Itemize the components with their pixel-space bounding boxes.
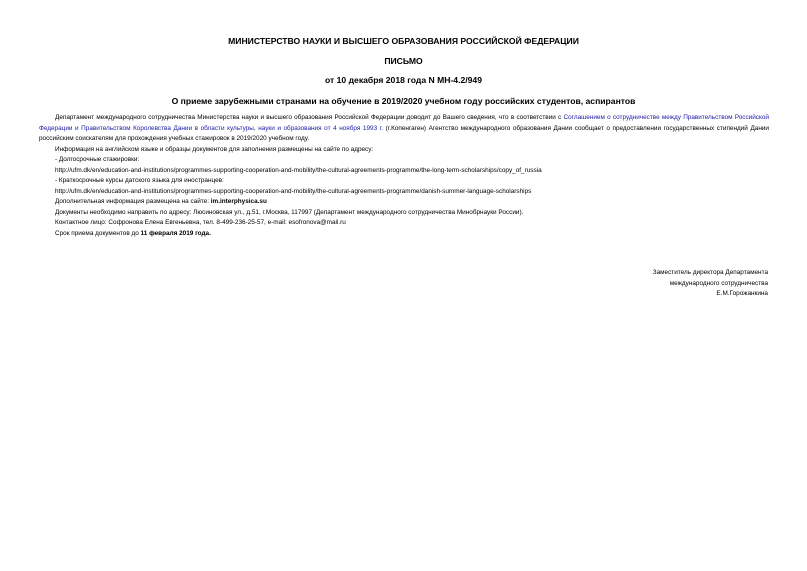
short-term-url: http://ufm.dk/en/education-and-institutions/programmes-supporting-cooperation-and-mobility/the-cultural-agreements-programme/danish-summer-language-scholarships [55, 187, 532, 195]
signature-name: Е.М.Горожанкина [716, 290, 768, 297]
long-term-url: http://ufm.dk/en/education-and-institutions/programmes-supporting-cooperation-and-mobility/the-cultural-agreements-programme/the-long-term-scholarships/copy_of_russia [55, 166, 542, 174]
long-term-label: - Долгосрочные стажировки: [55, 156, 140, 163]
extra-info-site: im.interphysica.su [210, 198, 267, 205]
intro-text-end: (г.Копенгаген) Агентство международного образования Дании сообщает о предоставлении государственных стипендий Дании российским соискателям для прохождения учебных стажировок в 2019/2020 учебном году. [39, 124, 770, 142]
info-line: Информация на английском языке и образцы документов для заполнения размещены на сайте по адресу: [55, 145, 374, 153]
signature-position: Заместитель директора Департамента [652, 269, 768, 276]
document-type: ПИСЬМО [384, 56, 423, 66]
intro-text-start: Департамент международного сотрудничества Министерства науки и высшего образования Российской Федерации доводит до Вашего сведения, что в соответствии с [55, 114, 564, 121]
signature-block [653, 268, 768, 300]
contact-person: Контактное лицо: Софронова Елена Евгеньевна, тел. 8-499-236-25-57, e-mail: esofronova@mail.ru [55, 219, 346, 226]
ministry-title: МИНИСТЕРСТВО НАУКИ И ВЫСШЕГО ОБРАЗОВАНИЯ РОССИЙСКОЙ ФЕДЕРАЦИИ [228, 36, 579, 46]
deadline-text: Срок приема документов до [55, 229, 141, 237]
document-subject: О приеме зарубежными странами на обучение в 2019/2020 учебном году российских студентов, аспирантов [171, 96, 636, 106]
deadline-line [39, 229, 769, 240]
extra-info-text: Дополнительная информация размещена на сайте: [55, 198, 211, 205]
short-term-label: - Краткосрочные курсы датского языка для иностранцев: [55, 177, 224, 184]
agreement-link[interactable]: Соглашением о сотрудничестве между Правительством Российской Федерации и Правительством Королевства Дании в области культуры, науки и образования от 4 ноября 1993 г. [39, 114, 769, 132]
signature-department: международного сотрудничества [669, 279, 768, 287]
letter-body [39, 113, 769, 239]
documents-address: Документы необходимо направить по адресу: Люсиновская ул., д.51, г.Москва, 117997 (Департамент международного сотрудничества Минобрнауки России). [55, 208, 524, 216]
extra-info-line [39, 197, 769, 208]
deadline-date: 11 февраля 2019 года. [140, 229, 211, 237]
intro-paragraph [39, 113, 769, 145]
document-date-number: от 10 декабря 2018 года N МН-4.2/949 [325, 75, 482, 85]
